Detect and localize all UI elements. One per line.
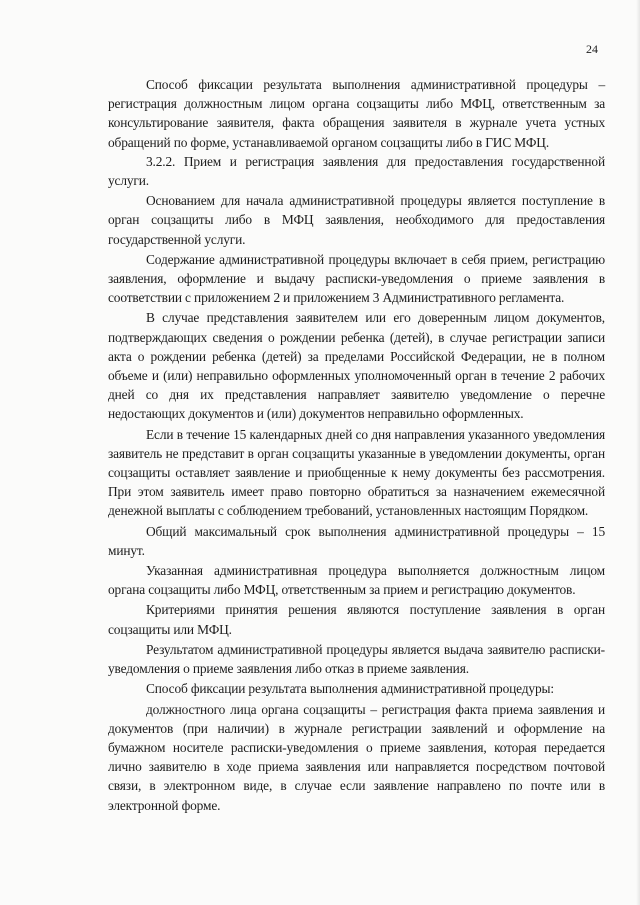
page-edge-shadow — [636, 0, 640, 905]
paragraph: Способ фиксации результата выполнения административной процедуры – регистрация должностным лицом органа соцзащиты либо МФЦ, ответственным за консультирование заявителя, факта обращения заявителя в журнале учета устных обращений по форме, устанавливаемой органом соцзащиты либо в ГИС МФЦ. — [108, 77, 605, 150]
paragraph: Содержание административной процедуры включает в себя прием, регистрацию заявления, оформление и выдачу расписки-уведомления о приеме заявления в соответствии с приложением 2 и приложением 3 Административного регламента. — [108, 251, 605, 306]
paragraph: Общий максимальный срок выполнения административной процедуры – 15 минут. — [108, 523, 605, 558]
paragraph: Результатом административной процедуры является выдача заявителю расписки-уведомления о приеме заявления либо отказ в приеме заявления. — [108, 641, 605, 677]
paragraph: Основанием для начала административной процедуры является поступление в орган соцзащиты либо в МФЦ заявления, необходимого для предоставления государственной услуги. — [108, 193, 605, 247]
paragraph: Указанная административная процедура выполняется должностным лицом органа соцзащиты либо МФЦ, ответственным за прием и регистрацию документов. — [108, 563, 605, 598]
paragraph: Критериями принятия решения являются поступление заявления в орган соцзащиты или МФЦ. — [108, 602, 605, 637]
paragraph: Способ фиксации результата выполнения административной процедуры: — [146, 681, 554, 697]
paragraph: должностного лица органа соцзащиты – регистрация факта приема заявления и документов (при наличии) в журнале регистрации заявлений и оформление на бумажном носителе расписки-уведомления о приеме заявления, которая передается лично заявителю в ходе приема заявления или направляется посредством почтовой связи, в электронном виде, в случае если заявление направлено по почте или в электронной форме. — [108, 701, 605, 813]
section-heading: 3.2.2. Прием и регистрация заявления для предоставления государственной услуги. — [108, 153, 605, 189]
page-number: 24 — [586, 42, 598, 56]
paragraph: Если в течение 15 календарных дней со дня направления указанного уведомления заявитель не представит в орган соцзащиты указанные в уведомлении документы, орган соцзащиты оставляет заявление и приобщенные к нему документы без рассмотрения. При этом заявитель имеет право повторно обратиться за назначением ежемесячной денежной выплаты с соблюдением требований, установленных настоящим Порядком. — [108, 426, 605, 519]
paragraph: В случае представления заявителем или его доверенным лицом документов, подтверждающих сведения о рождении ребенка (детей), в случае регистрации записи акта о рождении ребенка (детей) за пределами Российской Федерации, не в полном объеме и (или) неправильно оформленных уполномоченный орган в течение 2 рабочих дней со дня их представления направляет заявителю уведомление о перечне недостающих документов и (или) документов неправильно оформленных. — [108, 310, 605, 422]
document-body — [108, 75, 605, 815]
